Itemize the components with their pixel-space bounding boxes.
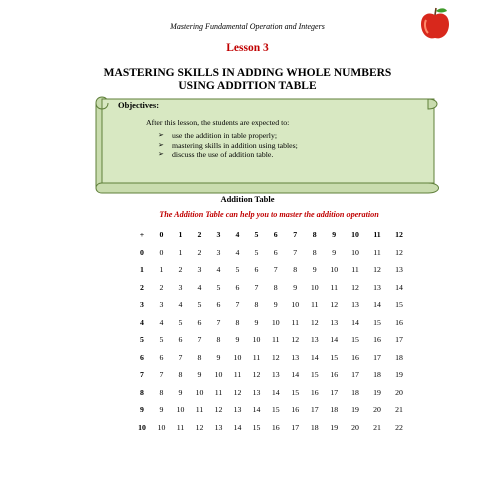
table-cell: 19 xyxy=(351,405,359,415)
table-cell: 2 xyxy=(159,282,164,292)
table-cell: 18 xyxy=(395,352,403,362)
table-cell: 12 xyxy=(195,422,204,432)
table-cell: 4 xyxy=(178,300,183,310)
arrow-bullet-icon: ➢ xyxy=(158,140,164,149)
lesson-title xyxy=(40,67,455,93)
table-cell: 10 xyxy=(330,265,339,275)
row-header: 6 xyxy=(140,352,144,362)
table-cell: 8 xyxy=(159,387,164,397)
table-corner-plus: + xyxy=(139,230,145,240)
table-row xyxy=(132,384,410,402)
table-cell: 9 xyxy=(312,265,317,275)
table-cell: 4 xyxy=(197,282,202,292)
table-cell: 16 xyxy=(395,317,403,327)
table-cell: 7 xyxy=(235,300,240,310)
table-cell: 21 xyxy=(395,405,403,415)
table-cell: 14 xyxy=(271,387,280,397)
objectives-label: Objectives: xyxy=(118,100,160,110)
table-cell: 9 xyxy=(178,387,183,397)
table-header-row xyxy=(132,226,410,244)
table-title: Addition Table xyxy=(220,194,275,204)
table-cell: 12 xyxy=(395,247,403,257)
table-cell: 7 xyxy=(273,265,278,275)
table-cell: 9 xyxy=(254,317,259,327)
row-header: 1 xyxy=(140,265,144,275)
table-cell: 19 xyxy=(373,387,381,397)
table-cell: 8 xyxy=(197,352,202,362)
table-cell: 12 xyxy=(373,265,381,275)
table-cell: 11 xyxy=(310,300,319,310)
row-header: 3 xyxy=(140,300,144,310)
table-cell: 13 xyxy=(291,352,300,362)
table-cell: 10 xyxy=(291,300,300,310)
table-cell: 6 xyxy=(254,265,259,275)
table-cell: 14 xyxy=(395,282,403,292)
table-cell: 14 xyxy=(310,352,319,362)
column-header: 6 xyxy=(273,230,278,240)
row-header: 7 xyxy=(140,370,144,380)
table-cell: 9 xyxy=(293,282,298,292)
table-cell: 5 xyxy=(178,317,183,327)
table-cell: 3 xyxy=(159,300,164,310)
table-cell: 20 xyxy=(351,422,359,432)
table-cell: 10 xyxy=(233,352,242,362)
table-cell: 11 xyxy=(330,282,338,292)
table-cell: 12 xyxy=(351,282,359,292)
table-cell: 18 xyxy=(330,405,339,415)
table-cell: 16 xyxy=(330,370,339,380)
row-header: 9 xyxy=(140,405,144,415)
table-cell: 14 xyxy=(330,335,339,345)
table-cell: 5 xyxy=(159,335,164,345)
table-cell: 17 xyxy=(395,335,403,345)
table-cell: 6 xyxy=(235,282,240,292)
table-cell: 11 xyxy=(291,317,299,327)
lesson-title-line-2: USING ADDITION TABLE xyxy=(178,80,317,92)
table-cell: 5 xyxy=(197,300,202,310)
table-cell: 11 xyxy=(373,247,381,257)
table-cell: 8 xyxy=(216,335,221,345)
table-cell: 11 xyxy=(214,387,223,397)
table-row xyxy=(132,419,410,437)
table-cell: 12 xyxy=(271,352,280,362)
table-cell: 12 xyxy=(291,335,300,345)
objective-text: mastering skills in addition using tables; xyxy=(172,140,298,150)
table-cell: 19 xyxy=(395,370,403,380)
table-cell: 8 xyxy=(312,247,317,257)
column-header: 1 xyxy=(178,230,183,240)
table-cell: 17 xyxy=(373,352,381,362)
objective-text: use the addition in table properly; xyxy=(172,131,278,140)
table-cell: 0 xyxy=(159,247,164,257)
table-row xyxy=(132,331,410,349)
table-cell: 14 xyxy=(233,422,242,432)
table-row xyxy=(132,296,410,314)
table-cell: 8 xyxy=(254,300,259,310)
table-cell: 4 xyxy=(216,265,221,275)
table-cell: 4 xyxy=(159,317,164,327)
table-cell: 11 xyxy=(176,422,185,432)
table-cell: 19 xyxy=(330,422,339,432)
table-cell: 9 xyxy=(159,405,164,415)
row-header: 5 xyxy=(140,335,144,345)
objective-item xyxy=(158,141,298,151)
table-cell: 22 xyxy=(395,422,403,432)
table-cell: 18 xyxy=(373,370,381,380)
table-cell: 6 xyxy=(197,317,202,327)
table-cell: 4 xyxy=(235,247,240,257)
table-cell: 1 xyxy=(159,265,164,275)
table-cell: 13 xyxy=(373,282,381,292)
table-row xyxy=(132,314,410,332)
column-header: 4 xyxy=(235,230,240,240)
table-cell: 5 xyxy=(235,265,240,275)
table-cell: 14 xyxy=(252,405,261,415)
objectives-intro: After this lesson, the students are expected to: xyxy=(146,118,290,127)
table-cell: 9 xyxy=(197,370,202,380)
table-cell: 13 xyxy=(252,387,261,397)
table-cell: 7 xyxy=(197,335,202,345)
table-cell: 13 xyxy=(233,405,242,415)
table-cell: 8 xyxy=(235,317,240,327)
table-cell: 15 xyxy=(271,405,280,415)
table-cell: 8 xyxy=(273,282,278,292)
table-cell: 12 xyxy=(252,370,261,380)
table-cell: 16 xyxy=(291,405,300,415)
table-cell: 7 xyxy=(216,317,221,327)
row-header: 8 xyxy=(140,387,144,397)
table-cell: 6 xyxy=(216,300,221,310)
table-caption: The Addition Table can help you to master the addition operation xyxy=(159,210,379,219)
table-cell: 16 xyxy=(310,387,319,397)
column-header: 3 xyxy=(216,230,221,240)
objective-text: discuss the use of addition table. xyxy=(172,150,274,159)
table-cell: 15 xyxy=(351,335,359,345)
table-cell: 3 xyxy=(197,265,202,275)
table-cell: 6 xyxy=(273,247,278,257)
table-cell: 3 xyxy=(216,247,221,257)
apple-icon xyxy=(418,6,452,42)
table-cell: 15 xyxy=(395,300,403,310)
table-cell: 2 xyxy=(197,247,202,257)
table-row xyxy=(132,261,410,279)
table-cell: 9 xyxy=(332,247,337,257)
column-header: 8 xyxy=(312,230,317,240)
running-header: Mastering Fundamental Operation and Integers xyxy=(170,22,325,31)
column-header: 7 xyxy=(293,230,298,240)
table-cell: 2 xyxy=(178,265,183,275)
table-cell: 11 xyxy=(252,352,261,362)
table-cell: 5 xyxy=(254,247,259,257)
table-cell: 9 xyxy=(235,335,240,345)
table-cell: 16 xyxy=(373,335,381,345)
table-cell: 9 xyxy=(216,352,221,362)
table-cell: 7 xyxy=(159,370,164,380)
table-cell: 13 xyxy=(330,317,339,327)
table-cell: 14 xyxy=(291,370,300,380)
table-cell: 16 xyxy=(271,422,280,432)
table-cell: 12 xyxy=(330,300,339,310)
objective-item xyxy=(158,150,298,160)
table-cell: 1 xyxy=(178,247,183,257)
table-cell: 15 xyxy=(291,387,300,397)
lesson-label: Lesson 3 xyxy=(226,42,269,54)
table-cell: 14 xyxy=(373,300,381,310)
table-row xyxy=(132,366,410,384)
table-cell: 11 xyxy=(233,370,242,380)
table-cell: 11 xyxy=(271,335,280,345)
column-header: 9 xyxy=(332,230,337,240)
table-cell: 15 xyxy=(330,352,339,362)
table-cell: 6 xyxy=(159,352,164,362)
objective-item xyxy=(158,131,298,141)
table-cell: 20 xyxy=(373,405,381,415)
addition-table xyxy=(132,226,410,436)
table-cell: 10 xyxy=(271,317,280,327)
table-cell: 8 xyxy=(178,370,183,380)
table-cell: 21 xyxy=(373,422,381,432)
table-cell: 10 xyxy=(252,335,261,345)
table-cell: 9 xyxy=(273,300,278,310)
table-cell: 17 xyxy=(291,422,300,432)
row-header: 2 xyxy=(140,282,144,292)
table-cell: 13 xyxy=(310,335,319,345)
table-cell: 10 xyxy=(214,370,223,380)
table-row xyxy=(132,279,410,297)
table-cell: 12 xyxy=(214,405,223,415)
table-cell: 11 xyxy=(351,265,359,275)
table-cell: 20 xyxy=(395,387,403,397)
table-cell: 17 xyxy=(330,387,339,397)
table-cell: 3 xyxy=(178,282,183,292)
column-header: 11 xyxy=(373,230,381,240)
table-cell: 15 xyxy=(252,422,261,432)
column-header: 10 xyxy=(351,230,359,240)
lesson-title-line-1: MASTERING SKILLS IN ADDING WHOLE NUMBERS xyxy=(103,67,392,79)
table-cell: 13 xyxy=(395,265,403,275)
table-cell: 10 xyxy=(351,247,359,257)
column-header: 2 xyxy=(197,230,202,240)
table-cell: 17 xyxy=(351,370,359,380)
arrow-bullet-icon: ➢ xyxy=(158,131,164,139)
table-cell: 15 xyxy=(310,370,319,380)
table-cell: 12 xyxy=(310,317,319,327)
table-row xyxy=(132,401,410,419)
table-cell: 8 xyxy=(293,265,298,275)
table-cell: 17 xyxy=(310,405,319,415)
table-cell: 10 xyxy=(157,422,166,432)
table-cell: 14 xyxy=(351,317,359,327)
table-cell: 15 xyxy=(373,317,381,327)
column-header: 5 xyxy=(254,230,259,240)
table-cell: 10 xyxy=(310,282,319,292)
table-cell: 10 xyxy=(195,387,204,397)
column-header: 0 xyxy=(159,230,164,240)
table-cell: 12 xyxy=(233,387,242,397)
table-cell: 13 xyxy=(271,370,280,380)
objectives-list xyxy=(158,131,298,160)
table-cell: 10 xyxy=(176,405,185,415)
row-header: 10 xyxy=(138,422,146,432)
table-cell: 18 xyxy=(351,387,359,397)
table-cell: 6 xyxy=(178,335,183,345)
table-cell: 7 xyxy=(178,352,183,362)
table-cell: 7 xyxy=(293,247,298,257)
table-cell: 13 xyxy=(351,300,359,310)
table-row xyxy=(132,349,410,367)
column-header: 12 xyxy=(395,230,403,240)
table-row xyxy=(132,244,410,262)
table-cell: 11 xyxy=(195,405,204,415)
table-cell: 5 xyxy=(216,282,221,292)
table-cell: 18 xyxy=(310,422,319,432)
table-cell: 7 xyxy=(254,282,259,292)
arrow-bullet-icon: ➢ xyxy=(158,150,164,158)
row-header: 4 xyxy=(140,317,144,327)
row-header: 0 xyxy=(140,247,144,257)
table-cell: 13 xyxy=(214,422,223,432)
table-cell: 16 xyxy=(351,352,359,362)
